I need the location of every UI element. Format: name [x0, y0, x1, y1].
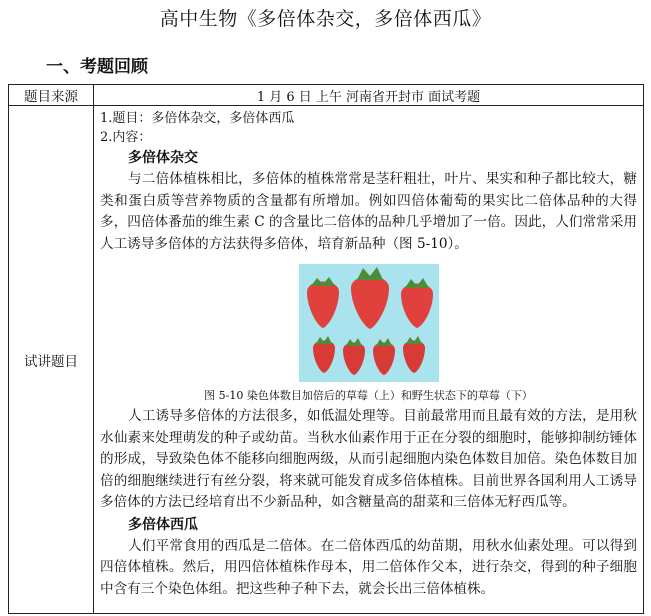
- figure: [100, 264, 637, 386]
- source-value: 1 月 6 日 上午 河南省开封市 面试考题: [94, 85, 644, 106]
- paragraph-2: 人工诱导多倍体的方法很多，如低温处理等。目前最常用而且最有效的方法，是用秋水仙素来处理萌发的种子或幼苗。当秋水仙素作用于正在分裂的细胞时，能够抑制纺锤体的形成，导致染色体不能移向细胞两级，从而引起细胞内染色体数目加倍。染色体数目加倍的细胞继续进行有丝分裂，将来就可能发育成多倍体植株。目前世界各国利用人工诱导多倍体的方法已经培育出不少新品种，如含糖量高的甜菜和三倍体无籽西瓜等。: [100, 408, 637, 510]
- document-title: 高中生物《多倍体杂交，多倍体西瓜》: [159, 8, 492, 30]
- topic-row: [9, 106, 644, 614]
- figure-caption: 图 5-10 染色体数目加倍后的草莓（上）和野生状态下的草莓（下）: [204, 389, 533, 402]
- subheading-polyploid-watermelon: 多倍体西瓜: [128, 516, 198, 533]
- strawberry-figure: [299, 264, 439, 382]
- topic-content-cell: [94, 106, 644, 614]
- exam-table: [8, 84, 644, 614]
- topic-content: [94, 106, 643, 613]
- paragraph-1: 与二倍体植株相比，多倍体的植株常常是茎秆粗壮，叶片、果实和种子都比较大，糖类和蛋白质等营养物质的含量都有所增加。例如四倍体葡萄的果实比二倍体品种的大得多，四倍体番茄的维生素 C 的含量比二倍体的品种几乎增加了一倍。因此，人们常常采用人工诱导多倍体的方法获得多倍体，培育新品种（图 5-10）。: [100, 171, 637, 252]
- paragraph-3: 人们平常食用的西瓜是二倍体。在二倍体西瓜的幼苗期，用秋水仙素处理。可以得到四倍体植株。然后，用四倍体植株作母本，用二倍体作父本，进行杂交，得到的种子细胞中含有三个染色体组。把这些种子种下去，就会长出三倍体植株。: [100, 537, 637, 597]
- item-title: 1.题目：多倍体杂交，多倍体西瓜: [100, 111, 295, 126]
- source-label: 题目来源: [9, 85, 94, 106]
- topic-label: 试讲题目: [9, 106, 94, 614]
- source-row: [9, 85, 644, 106]
- subheading-polyploid-hybrid: 多倍体杂交: [128, 150, 198, 166]
- section-heading: 一、考题回顾: [46, 57, 148, 77]
- item-content: 2.内容：: [100, 130, 152, 145]
